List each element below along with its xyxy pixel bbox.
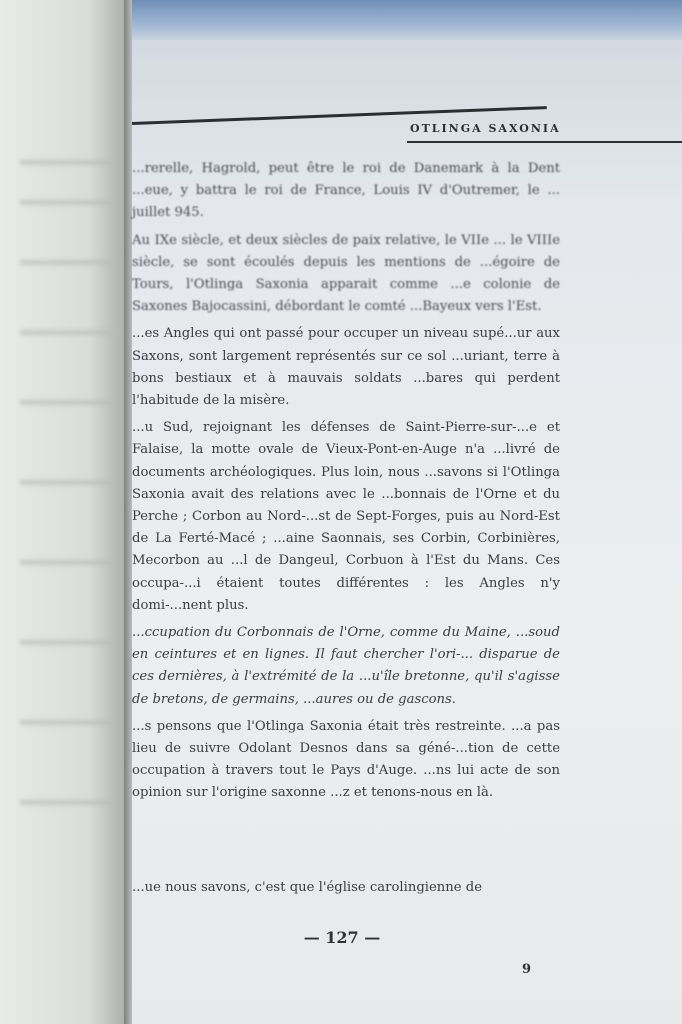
page-number: — 127 —	[303, 928, 381, 947]
paragraph-1: ...rerelle, Hagrold, peut être le roi de Danemark à la Dent ...eue, y battra le roi de France, Louis IV d'Outremer, le ... juillet 945.	[132, 161, 560, 221]
right-page	[132, 0, 682, 1024]
paragraph-2: Au IXe siècle, et deux siècles de paix relative, le VIIe ... le VIIIe siècle, se sont écoulés depuis les mentions de ...égoire de Tours, l'Otlinga Saxonia apparait comme ...e colonie de Saxones Bajocassini, débordant le comté ...Bayeux vers l'Est.	[132, 232, 560, 315]
last-line: ...ue nous savons, c'est que l'église carolingienne de	[132, 880, 483, 895]
body-text	[132, 158, 560, 810]
header-rule-right	[407, 141, 682, 143]
left-page	[0, 0, 128, 1024]
paragraph-5: ...ccupation du Corbonnais de l'Orne, comme du Maine, ...soud en ceintures et en lignes. Il faut chercher l'ori-... disparue de ces dernières, à l'extrémité de la ...u'île bretonne, qu'il s'agisse de bretons, de germains, ...aures ou de gascons.	[132, 625, 560, 707]
signature-mark: 9	[522, 962, 532, 977]
page-top-shadow	[132, 0, 682, 40]
paragraph-3: ...es Angles qui ont passé pour occuper un niveau supé...ur aux Saxons, sont largement représentés sur ce sol ...uriant, terre à bons bestiaux et à mauvais soldats ...bares qui perdent l'habitude de la misère.	[132, 326, 560, 409]
paragraph-4: ...u Sud, rejoignant les défenses de Saint-Pierre-sur-...e et Falaise, la motte ovale de Vieux-Pont-en-Auge n'a ...livré de documents archéologiques. Plus loin, nous ...savons si l'Otlinga Saxonia avait des relations avec le ...bonnais de l'Orne et du Perche ; Corbon au Nord-...st de Sept-Forges, puis au Nord-Est de La Ferté-Macé ; ...aine Saonnais, ses Corbin, Corbinières, Mecorbon au ...l de Dangeul, Corbuon à l'Est du Mans. Ces occupa-...i étaient toutes différentes : les Angles n'y domi-...nent plus.	[132, 420, 560, 613]
running-head: OTLINGA SAXONIA	[410, 122, 561, 135]
paragraph-6: ...s pensons que l'Otlinga Saxonia était très restreinte. ...a pas lieu de suivre Odolant Desnos dans sa géné-...tion de cette occupation à travers tout le Pays d'Auge. ...ns lui acte de son opinion sur l'origine saxonne ...z et tenons-nous en là.	[132, 718, 560, 801]
